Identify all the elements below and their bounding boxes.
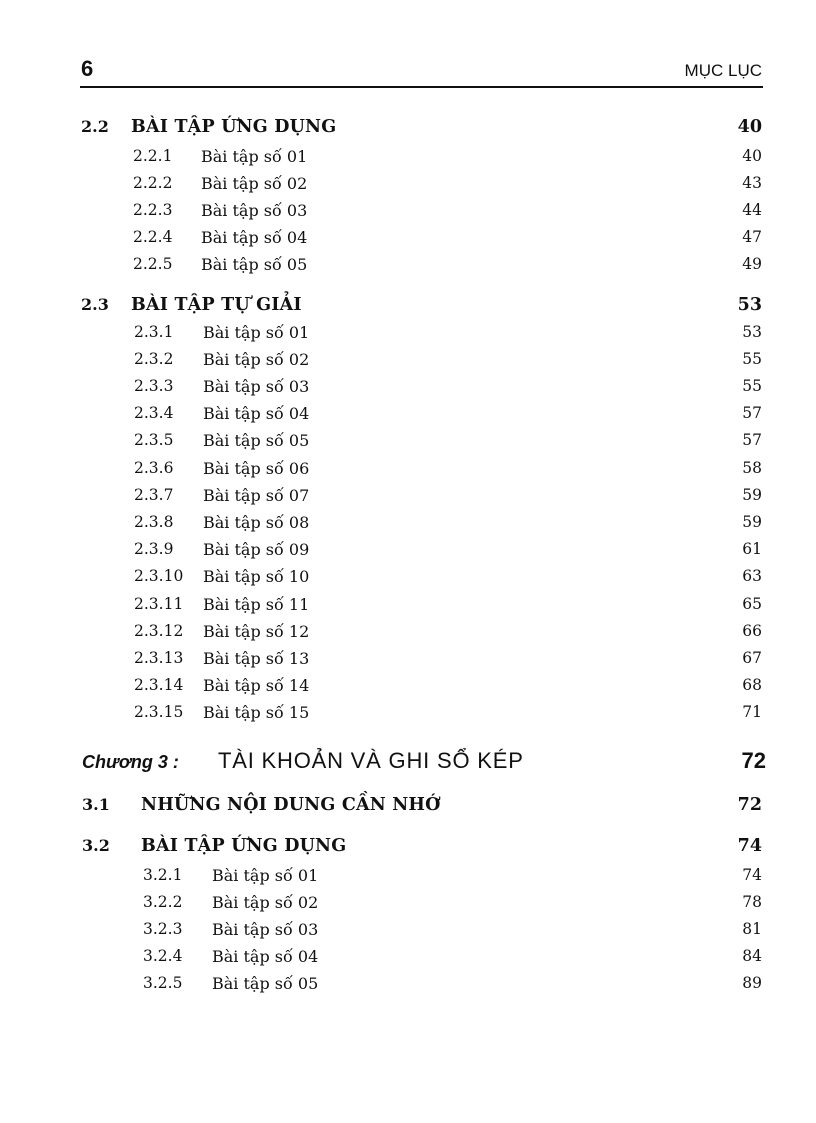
entry-number: 2.2.2 [133, 174, 173, 192]
section-title: BÀI TẬP ỨNG DỤNG [141, 836, 347, 856]
section-number: 3.2 [82, 836, 110, 855]
entry-page: 66 [742, 622, 762, 640]
entry-number: 2.3.7 [134, 486, 174, 504]
entry-page: 78 [742, 893, 762, 911]
entry-page: 44 [742, 201, 762, 219]
entry-title: Bài tập số 05 [203, 431, 310, 450]
entry-title: Bài tập số 12 [203, 622, 310, 641]
entry-title: Bài tập số 02 [212, 893, 319, 912]
entry-page: 74 [742, 866, 762, 884]
entry-page: 59 [742, 486, 762, 504]
entry-number: 2.3.8 [134, 513, 174, 531]
entry-title: Bài tập số 01 [212, 866, 319, 885]
entry-number: 2.3.15 [134, 703, 184, 721]
entry-page: 61 [742, 540, 762, 558]
section-title: BÀI TẬP TỰ GIẢI [131, 295, 302, 315]
section-number: 2.2 [81, 117, 109, 136]
entry-page: 58 [742, 459, 762, 477]
entry-title: Bài tập số 07 [203, 486, 310, 505]
entry-number: 3.2.3 [143, 920, 183, 938]
entry-title: Bài tập số 10 [203, 567, 310, 586]
entry-number: 2.3.4 [134, 404, 174, 422]
entry-page: 40 [742, 147, 762, 165]
entry-title: Bài tập số 13 [203, 649, 310, 668]
entry-title: Bài tập số 09 [203, 540, 310, 559]
entry-number: 2.2.4 [133, 228, 173, 246]
entry-number: 2.3.13 [134, 649, 184, 667]
entry-number: 2.3.11 [134, 595, 184, 613]
entry-title: Bài tập số 02 [203, 350, 310, 369]
entry-title: Bài tập số 04 [203, 404, 310, 423]
entry-title: Bài tập số 02 [201, 174, 308, 193]
entry-title: Bài tập số 04 [201, 228, 308, 247]
entry-page: 55 [742, 377, 762, 395]
entry-title: Bài tập số 04 [212, 947, 319, 966]
entry-number: 3.2.4 [143, 947, 183, 965]
entry-number: 2.3.14 [134, 676, 184, 694]
entry-page: 59 [742, 513, 762, 531]
entry-page: 57 [742, 431, 762, 449]
entry-number: 2.3.1 [134, 323, 174, 341]
entry-page: 65 [742, 595, 762, 613]
chapter-page: 72 [741, 748, 766, 773]
section-page: 74 [737, 836, 762, 856]
entry-number: 2.3.2 [134, 350, 174, 368]
entry-title: Bài tập số 06 [203, 459, 310, 478]
chapter-label: Chương 3 : [82, 752, 179, 772]
entry-number: 2.3.12 [134, 622, 184, 640]
entry-number: 2.2.1 [133, 147, 173, 165]
header-rule [80, 86, 763, 88]
section-title: BÀI TẬP ỨNG DỤNG [131, 117, 337, 137]
entry-page: 81 [742, 920, 762, 938]
entry-number: 3.2.5 [143, 974, 183, 992]
entry-number: 2.3.9 [134, 540, 174, 558]
section-number: 2.3 [81, 295, 109, 314]
entry-title: Bài tập số 05 [212, 974, 319, 993]
entry-page: 43 [742, 174, 762, 192]
entry-page: 67 [742, 649, 762, 667]
entry-page: 68 [742, 676, 762, 694]
page-number: 6 [81, 56, 94, 81]
entry-title: Bài tập số 03 [212, 920, 319, 939]
section-title: NHỮNG NỘI DUNG CẦN NHỚ [141, 795, 441, 815]
section-page: 40 [737, 117, 762, 137]
section-page: 72 [737, 795, 762, 815]
entry-page: 47 [742, 228, 762, 246]
entry-page: 71 [742, 703, 762, 721]
entry-page: 63 [742, 567, 762, 585]
entry-number: 2.2.3 [133, 201, 173, 219]
entry-page: 84 [742, 947, 762, 965]
entry-number: 2.2.5 [133, 255, 173, 273]
entry-number: 2.3.3 [134, 377, 174, 395]
section-number: 3.1 [82, 795, 110, 814]
entry-title: Bài tập số 11 [203, 595, 310, 614]
entry-title: Bài tập số 01 [203, 323, 310, 342]
entry-page: 57 [742, 404, 762, 422]
entry-number: 3.2.2 [143, 893, 183, 911]
entry-title: Bài tập số 03 [203, 377, 310, 396]
entry-number: 2.3.10 [134, 567, 184, 585]
entry-number: 3.2.1 [143, 866, 183, 884]
entry-title: Bài tập số 14 [203, 676, 310, 695]
entry-number: 2.3.5 [134, 431, 174, 449]
entry-page: 55 [742, 350, 762, 368]
running-title: MỤC LỤC [684, 61, 762, 80]
entry-title: Bài tập số 05 [201, 255, 308, 274]
entry-page: 53 [742, 323, 762, 341]
entry-title: Bài tập số 15 [203, 703, 310, 722]
entry-title: Bài tập số 08 [203, 513, 310, 532]
entry-title: Bài tập số 03 [201, 201, 308, 220]
section-page: 53 [737, 295, 762, 315]
entry-page: 49 [742, 255, 762, 273]
entry-title: Bài tập số 01 [201, 147, 308, 166]
entry-number: 2.3.6 [134, 459, 174, 477]
chapter-title: TÀI KHOẢN VÀ GHI SỔ KÉP [218, 748, 524, 773]
entry-page: 89 [742, 974, 762, 992]
